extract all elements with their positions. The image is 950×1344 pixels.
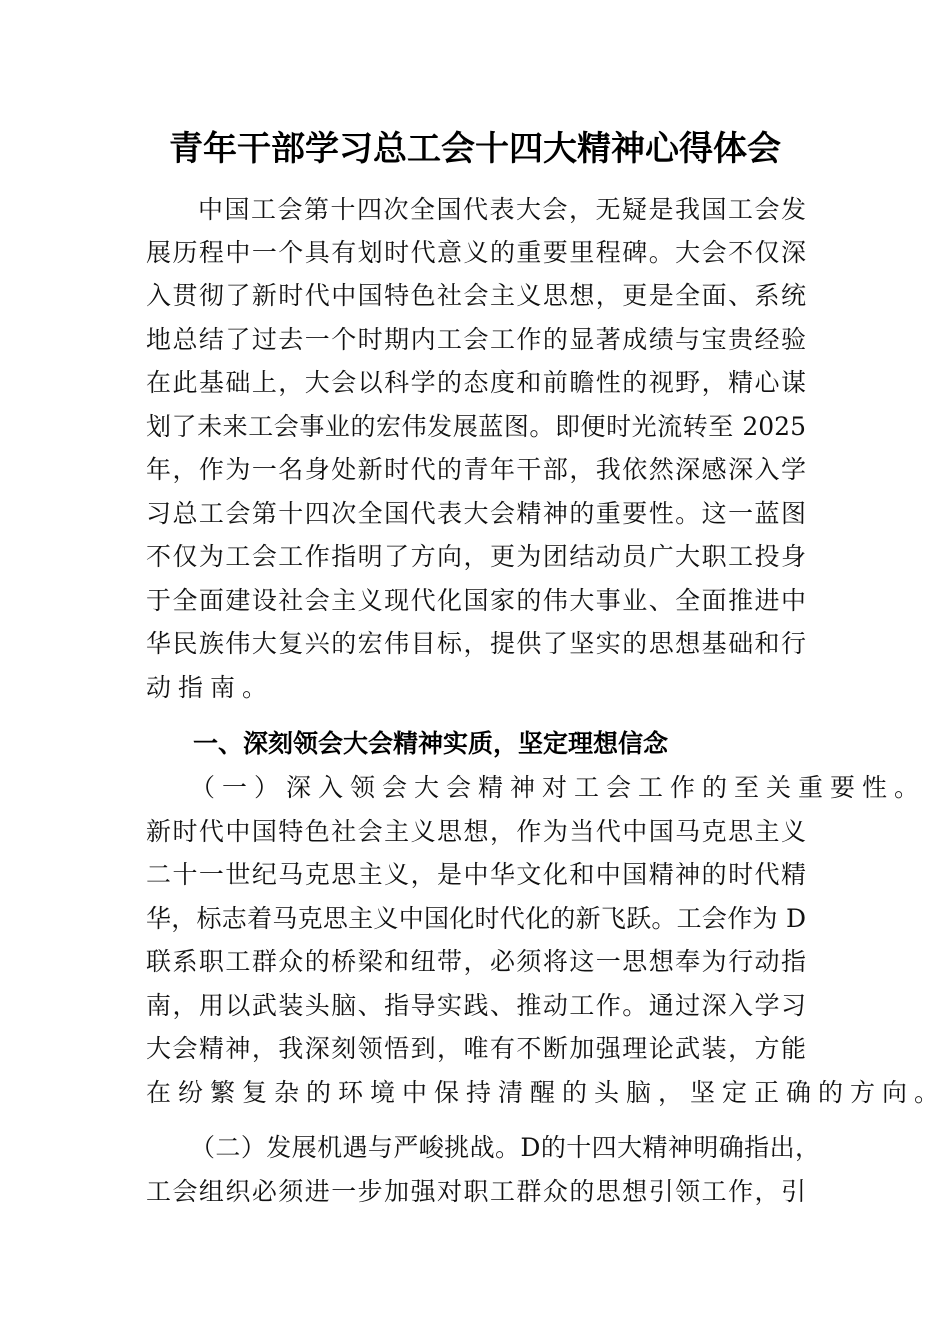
paragraph-line: 入贯彻了新时代中国特色社会主义思想，更是全面、系统 xyxy=(146,281,806,310)
paragraph-line: 不仅为工会工作指明了方向，更为团结动员广大职工投身 xyxy=(146,542,806,571)
paragraph-line: 在纷繁复杂的环境中保持清醒的头脑，坚定正确的方向。 xyxy=(146,1078,947,1107)
subsection-lead-line: （一）深入领会大会精神对工会工作的至关重要性。 xyxy=(190,773,927,802)
paragraph-line: 新时代中国特色社会主义思想，作为当代中国马克思主义 xyxy=(146,817,806,846)
paragraph-line: 展历程中一个具有划时代意义的重要里程碑。大会不仅深 xyxy=(146,238,806,267)
paragraph-line: 习总工会第十四次全国代表大会精神的重要性。这一蓝图 xyxy=(146,499,806,528)
document-title: 青年干部学习总工会十四大精神心得体会 xyxy=(169,129,781,169)
paragraph-line: 于全面建设社会主义现代化国家的伟大事业、全面推进中 xyxy=(146,586,806,615)
paragraph-line: 中国工会第十四次全国代表大会，无疑是我国工会发 xyxy=(198,195,806,224)
paragraph-line: 联系职工群众的桥梁和纽带，必须将这一思想奉为行动指 xyxy=(146,947,806,976)
paragraph-line: 华，标志着马克思主义中国化时代化的新飞跃。工会作为 D xyxy=(146,904,806,933)
paragraph-line: 年，作为一名身处新时代的青年干部，我依然深感深入学 xyxy=(146,455,806,484)
paragraph-line: 华民族伟大复兴的宏伟目标，提供了坚实的思想基础和行 xyxy=(146,629,806,658)
paragraph-line: 在此基础上，大会以科学的态度和前瞻性的视野，精心谋 xyxy=(146,368,806,397)
paragraph-line: 划了未来工会事业的宏伟发展蓝图。即便时光流转至 2025 xyxy=(146,412,806,441)
paragraph-line: 大会精神，我深刻领悟到，唯有不断加强理论武装，方能 xyxy=(146,1034,806,1063)
paragraph-line: 二十一世纪马克思主义，是中华文化和中国精神的时代精 xyxy=(146,860,806,889)
paragraph-line: 动指南。 xyxy=(146,673,275,702)
paragraph-line: 地总结了过去一个时期内工会工作的显著成绩与宝贵经验 xyxy=(146,325,806,354)
paragraph-line: 南，用以武装头脑、指导实践、推动工作。通过深入学习 xyxy=(146,991,806,1020)
section-heading: 一、深刻领会大会精神实质，坚定理想信念 xyxy=(193,729,669,758)
paragraph-line: 工会组织必须进一步加强对职工群众的思想引领工作，引 xyxy=(146,1177,806,1206)
subsection-lead-line: （二）发展机遇与严峻挑战。D的十四大精神明确指出， xyxy=(190,1133,820,1162)
